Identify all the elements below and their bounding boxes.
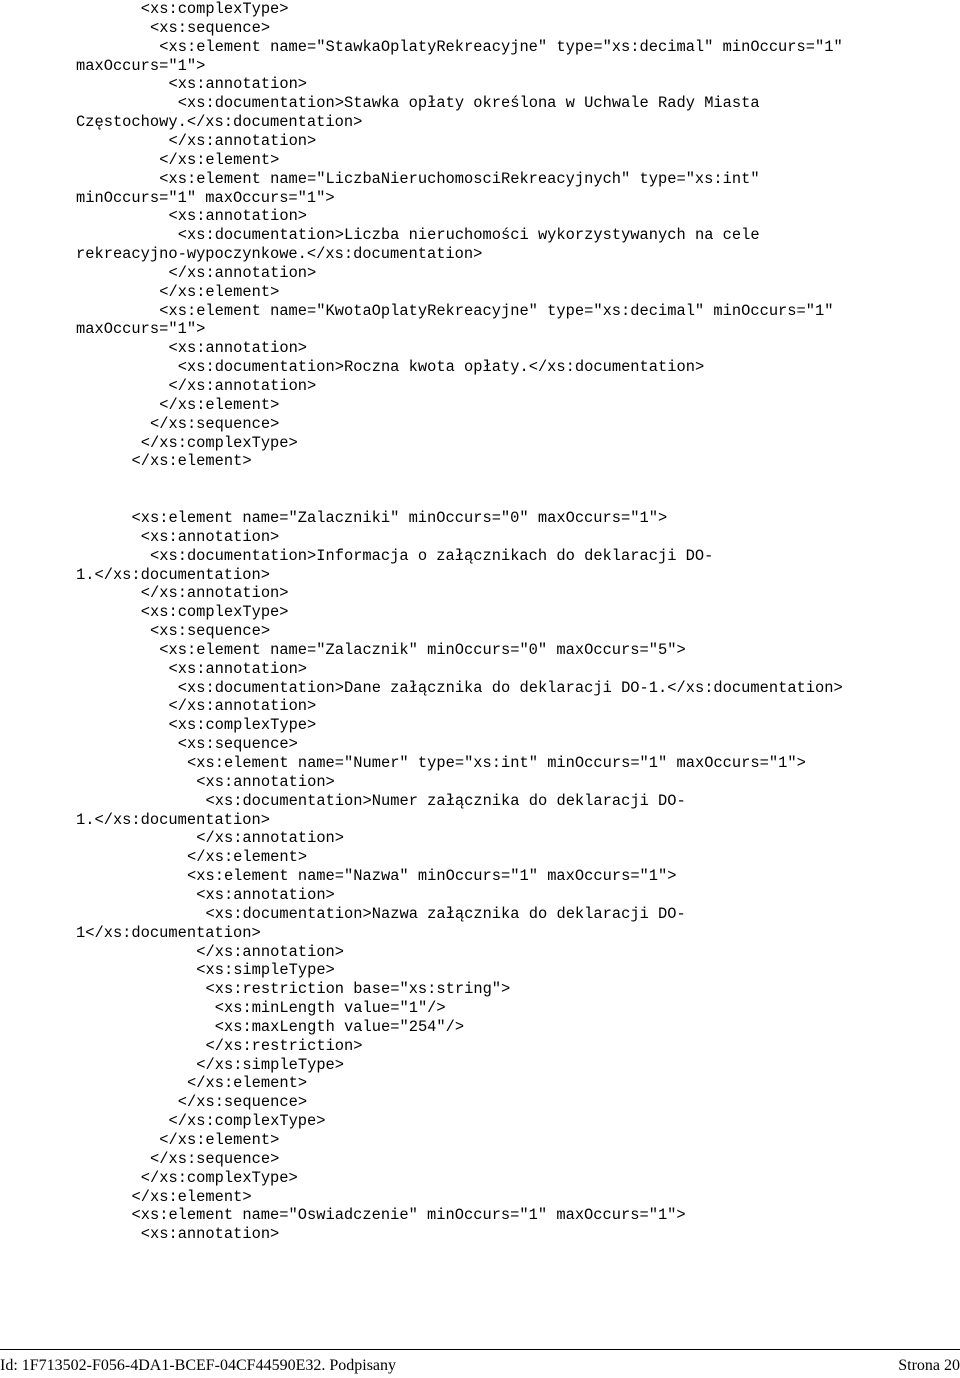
code-line: maxOccurs="1"> xyxy=(76,320,206,339)
code-line: Częstochowy.</xs:documentation> xyxy=(76,113,363,132)
code-line: <xs:annotation> xyxy=(168,207,308,226)
code-line: </xs:element> xyxy=(131,1187,252,1206)
code-line: <xs:annotation> xyxy=(196,885,335,904)
code-line: <xs:complexType> xyxy=(140,603,289,622)
code-line: <xs:annotation> xyxy=(168,75,308,94)
code-line: </xs:complexType> xyxy=(168,1112,326,1131)
code-line: </xs:annotation> xyxy=(168,263,317,282)
code-line: </xs:sequence> xyxy=(150,1149,280,1168)
code-line: <xs:sequence> xyxy=(177,735,298,754)
code-line: </xs:annotation> xyxy=(168,131,317,150)
code-line: <xs:documentation>Nazwa załącznika do deklaracji DO- xyxy=(205,904,686,923)
code-line: <xs:annotation> xyxy=(140,1225,280,1244)
code-line: </xs:element> xyxy=(159,1131,280,1149)
code-line: 1</xs:documentation> xyxy=(76,923,261,942)
code-line: </xs:annotation> xyxy=(196,942,345,961)
code-line: </xs:element> xyxy=(187,848,308,867)
code-line: <xs:element name="Oswiadczenie" minOccurs="1" maxOccurs="1"> xyxy=(131,1206,686,1225)
code-line: </xs:annotation> xyxy=(168,697,317,716)
code-line: <xs:annotation> xyxy=(196,772,335,791)
footer-page-number: Strona 20 xyxy=(898,1357,960,1374)
code-line: </xs:element> xyxy=(159,150,280,169)
code-line: </xs:element> xyxy=(159,282,280,301)
code-line: <xs:complexType> xyxy=(140,0,289,18)
code-line: <xs:annotation> xyxy=(168,339,308,358)
code-line: maxOccurs="1"> xyxy=(76,56,206,75)
code-line: <xs:element name="Zalacznik" minOccurs="0" maxOccurs="5"> xyxy=(159,640,686,659)
code-line: <xs:restriction base="xs:string"> xyxy=(205,980,511,999)
code-line: </xs:sequence> xyxy=(150,414,280,433)
code-line: </xs:element> xyxy=(187,1074,308,1093)
code-line: 1.</xs:documentation> xyxy=(76,565,270,584)
code-line: 1.</xs:documentation> xyxy=(76,810,270,829)
code-line: </xs:element> xyxy=(131,452,252,471)
code-line: <xs:documentation>Roczna kwota opłaty.</xs:documentation> xyxy=(177,358,705,377)
code-line: </xs:sequence> xyxy=(177,1093,308,1112)
code-line: <xs:element name="Numer" type="xs:int" minOccurs="1" maxOccurs="1"> xyxy=(187,754,806,772)
code-line: <xs:annotation> xyxy=(168,659,308,678)
code-line: <xs:documentation>Liczba nieruchomości wykorzystywanych na cele xyxy=(177,226,760,245)
code-line: <xs:documentation>Dane załącznika do deklaracji DO-1.</xs:documentation> xyxy=(177,678,843,697)
code-line: </xs:simpleType> xyxy=(196,1055,345,1074)
code-line: </xs:restriction> xyxy=(205,1036,363,1055)
code-line: <xs:documentation>Numer załącznika do deklaracji DO- xyxy=(205,791,686,810)
code-line: minOccurs="1" maxOccurs="1"> xyxy=(76,188,335,207)
code-line: <xs:maxLength value="254"/> xyxy=(214,1017,465,1036)
code-line: </xs:annotation> xyxy=(140,584,289,603)
code-line: <xs:element name="Zalaczniki" minOccurs="0" maxOccurs="1"> xyxy=(131,508,668,527)
code-line: <xs:element name="LiczbaNieruchomosciRekreacyjnych" type="xs:int" xyxy=(159,169,760,188)
code-line: <xs:simpleType> xyxy=(196,961,335,980)
code-line: </xs:annotation> xyxy=(168,377,317,395)
code-line: <xs:element name="StawkaOplatyRekreacyjne" type="xs:decimal" minOccurs="1" xyxy=(159,37,843,56)
code-line: <xs:element name="KwotaOplatyRekreacyjne" type="xs:decimal" minOccurs="1" xyxy=(159,301,834,320)
code-line: <xs:sequence> xyxy=(150,622,271,641)
code-line: </xs:element> xyxy=(159,395,280,414)
footer-divider xyxy=(0,1349,960,1350)
code-line: </xs:annotation> xyxy=(196,829,345,848)
code-line: <xs:annotation> xyxy=(140,527,280,546)
code-line: <xs:complexType> xyxy=(168,716,317,735)
code-line: <xs:sequence> xyxy=(150,18,271,37)
code-line: </xs:complexType> xyxy=(140,433,298,452)
code-line: </xs:complexType> xyxy=(140,1168,298,1187)
footer-document-id: Id: 1F713502-F056-4DA1-BCEF-04CF44590E32. Podpisany xyxy=(0,1357,397,1374)
code-line: <xs:documentation>Stawka opłaty określona w Uchwale Rady Miasta xyxy=(177,94,760,113)
code-line: <xs:documentation>Informacja o załącznikach do deklaracji DO- xyxy=(150,546,714,565)
code-line: <xs:minLength value="1"/> xyxy=(214,999,446,1018)
code-line: rekreacyjno-wypoczynkowe.</xs:documentation> xyxy=(76,245,483,264)
code-line: <xs:element name="Nazwa" minOccurs="1" maxOccurs="1"> xyxy=(187,867,677,886)
